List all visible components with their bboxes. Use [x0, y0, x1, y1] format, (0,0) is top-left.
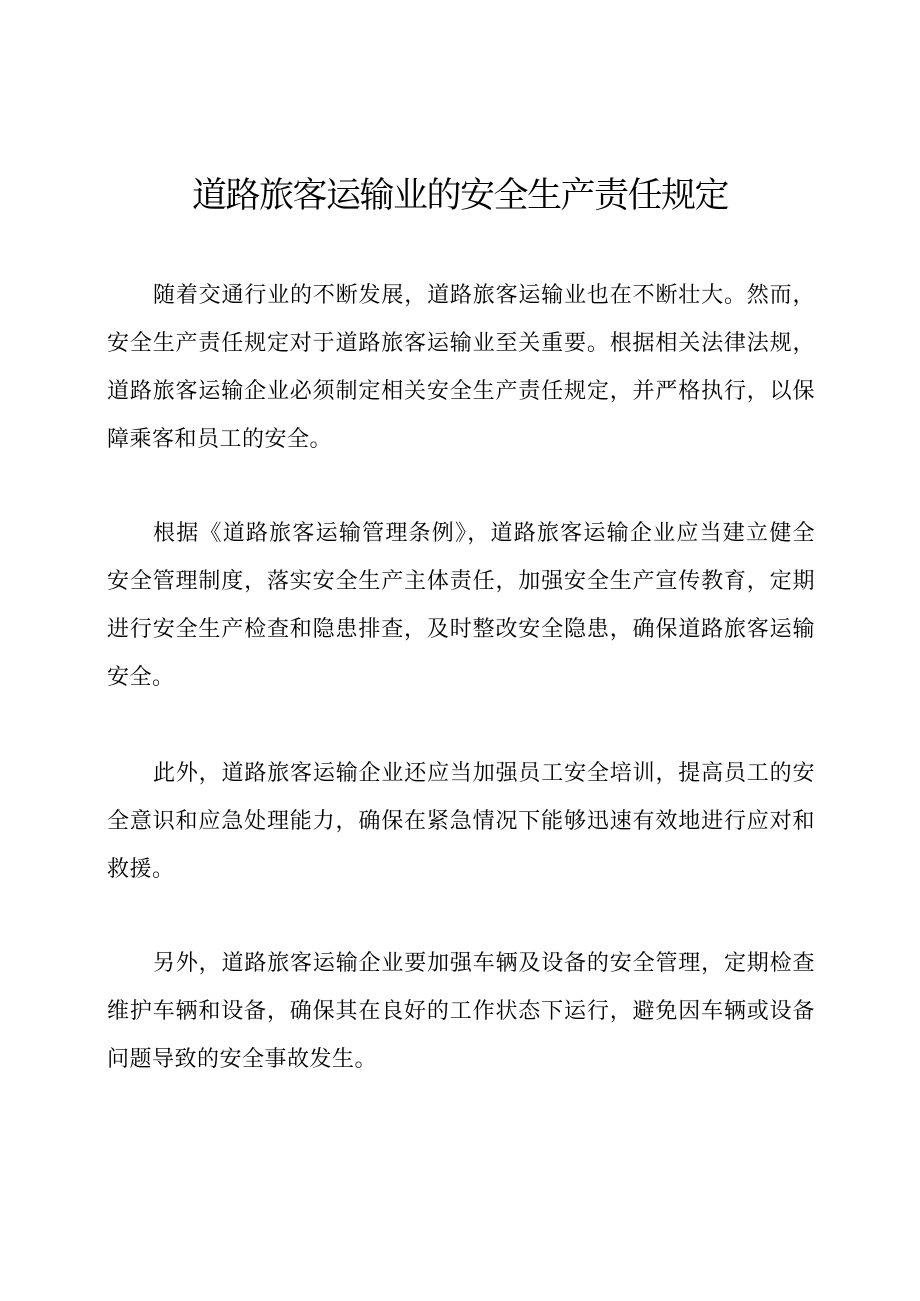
paragraph-2: 根据《道路旅客运输管理条例》，道路旅客运输企业应当建立健全安全管理制度，落实安全生产主体责任，加强安全生产宣传教育，定期进行安全生产检查和隐患排查，及时整改安全隐患，确保道路旅客运输安全。	[107, 521, 815, 690]
paragraph-4: 另外，道路旅客运输企业要加强车辆及设备的安全管理，定期检查维护车辆和设备，确保其在良好的工作状态下运行，避免因车辆或设备问题导致的安全事故发生。	[107, 951, 815, 1072]
paragraph-3: 此外，道路旅客运输企业还应当加强员工安全培训，提高员工的安全意识和应急处理能力，确保在紧急情况下能够迅速有效地进行应对和救援。	[107, 761, 815, 882]
document-title: 道路旅客运输业的安全生产责任规定	[191, 176, 728, 216]
paragraph-1: 随着交通行业的不断发展，道路旅客运输业也在不断壮大。然而，安全生产责任规定对于道路旅客运输业至关重要。根据相关法律法规，道路旅客运输企业必须制定相关安全生产责任规定，并严格执行，以保障乘客和员工的安全。	[107, 283, 815, 452]
